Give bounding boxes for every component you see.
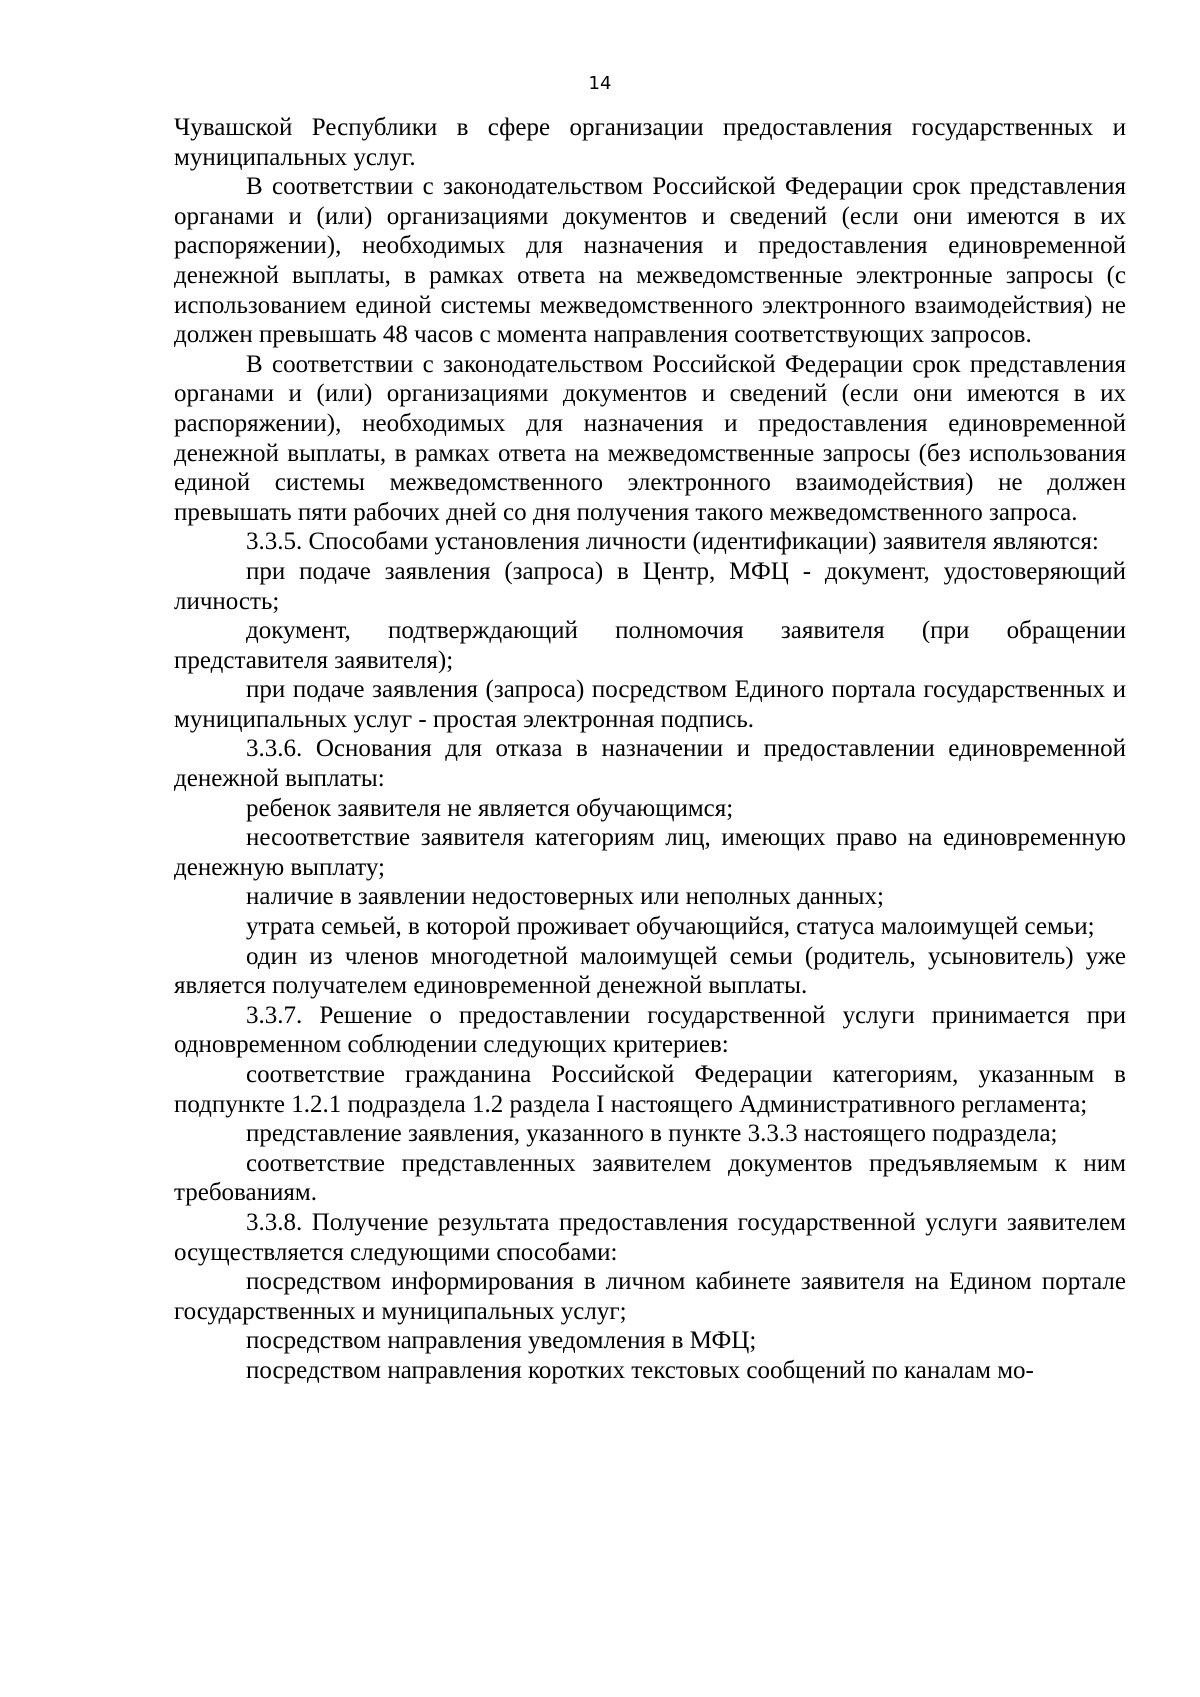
paragraph-refusal-invalid-data: наличие в заявлении недостоверных или неполных данных; (246, 883, 884, 911)
paragraph-criterion-application: представление заявления, указанного в пункте 3.3.3 настоящего подраздела; (246, 1120, 1058, 1148)
paragraph-refusal-category: несоответствие заявителя категориям лиц, имеющих право на единовременную денежную выплату; (174, 824, 1126, 881)
document-body (174, 113, 1126, 1386)
page-number: 14 (588, 73, 612, 94)
paragraph-refusal-already-recipient: один из членов многодетной малоимущей семьи (родитель, усыновитель) уже является получателем единовременной денежной выплаты. (174, 942, 1126, 1000)
paragraph-3-3-8: 3.3.8. Получение результата предоставления государственной услуги заявителем осуществляется следующими способами: (174, 1208, 1126, 1266)
paragraph-result-sms: посредством направления коротких текстовых сообщений по каналам мо- (246, 1356, 1034, 1384)
paragraph-refusal-status-loss: утрата семьей, в которой проживает обучающийся, статуса малоимущей семьи; (246, 913, 1095, 941)
paragraph-electronic-request-deadline: В соответствии с законодательством Российской Федерации срок представления органами и (или) организациями документов и сведений (если они имеются в их распоряжении), необходимых для назначения и предоставления единовременной денежной выплаты, в рамках ответа на межведомственные электронные запросы (с использованием единой системы межведомственного электронного взаимодействия) не должен превышать 48 часов с момента направления соответствующих запросов. (174, 173, 1126, 349)
paragraph-refusal-not-student: ребенок заявителя не является обучающимся; (246, 794, 734, 822)
paragraph-identification-portal: при подаче заявления (запроса) посредством Единого портала государственных и муниципальных услуг - простая электронная подпись. (174, 676, 1126, 733)
paragraph-3-3-6: 3.3.6. Основания для отказа в назначении и предоставлении единовременной денежной выплаты: (174, 735, 1126, 793)
paragraph-result-mfc: посредством направления уведомления в МФЦ; (246, 1327, 757, 1355)
paragraph-result-portal: посредством информирования в личном кабинете заявителя на Едином портале государственных и муниципальных услуг; (174, 1268, 1126, 1325)
paragraph-identification-representative: документ, подтверждающий полномочия заявителя (при обращении представителя заявителя); (174, 617, 1126, 674)
paragraph-3-3-7: 3.3.7. Решение о предоставлении государственной услуги принимается при одновременном соблюдении следующих критериев: (174, 1001, 1126, 1059)
paragraph-criterion-documents: соответствие представленных заявителем документов предъявляемым к ним требованиям. (174, 1149, 1126, 1207)
paragraph-3-3-5: 3.3.5. Способами установления личности (идентификации) заявителя являются: (246, 528, 1099, 556)
paragraph-identification-in-person: при подаче заявления (запроса) в Центр, МФЦ - документ, удостоверяющий личность; (174, 557, 1126, 615)
paragraph-non-electronic-request-deadline: В соответствии с законодательством Российской Федерации срок представления органами и (или) организациями документов и сведений (если они имеются в их распоряжении), необходимых для назначения и предоставления единовременной денежной выплаты, в рамках ответа на межведомственные запросы (без использования единой системы межведомственного электронного взаимодействия) не должен превышать пяти рабочих дней со дня получения такого межведомственного запроса. (174, 350, 1126, 526)
paragraph-criterion-category: соответствие гражданина Российской Федерации категориям, указанным в подпункте 1.2.1 подраздела 1.2 раздела I настоящего Административного регламента; (174, 1061, 1126, 1118)
paragraph-continuation: Чувашской Республики в сфере организации предоставления государственных и муниципальных услуг. (174, 114, 1126, 171)
